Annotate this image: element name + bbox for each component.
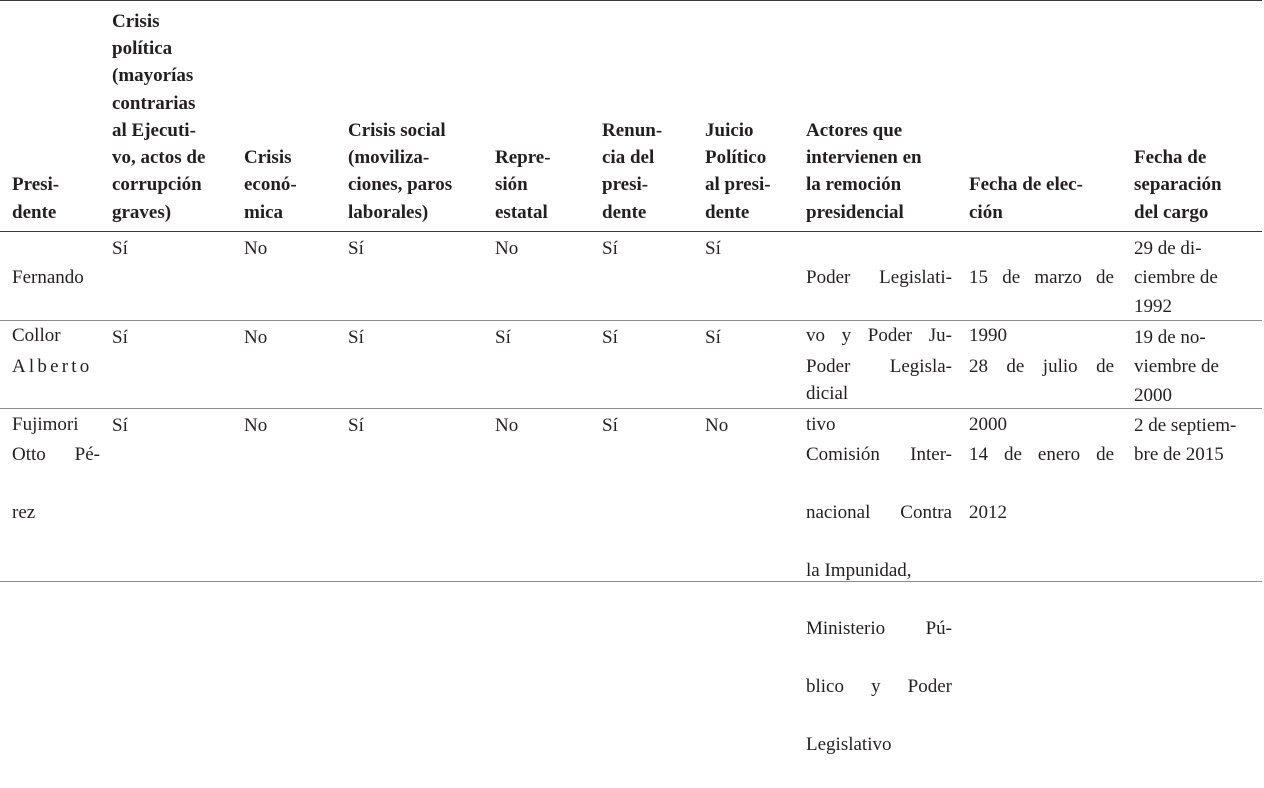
cell-renuncia: Sí [602,238,618,259]
cell-juicio: Sí [705,238,721,259]
fecha-eleccion-line: 2012 [969,502,1007,523]
actores-line: tivo [806,414,836,435]
fecha-eleccion-line: 14 de enero de [969,444,1114,465]
actores-line: blico y Poder [806,676,952,697]
header-crisis-economica: Crisis econó- mica [244,147,297,223]
cell-crisis-social: Sí [348,415,364,436]
cell-actores [806,411,952,788]
cell-fecha-separacion: 19 de no- viembre de 2000 [1134,327,1219,406]
actores-line: Comisión Inter- [806,444,952,465]
header-crisis-social: Crisis social (moviliza- ciones, paros laborales) [348,119,453,223]
cell-fecha-separacion: 29 de di- ciembre de 1992 [1134,238,1218,317]
cell-crisis-politica: Sí [112,238,128,259]
fecha-eleccion-line: 28 de julio de [969,356,1114,377]
cell-crisis-politica: Sí [112,327,128,348]
header-actores: Actores que intervienen en la remoción presidencial [806,119,922,223]
cell-crisis-social: Sí [348,327,364,348]
header-crisis-politica: Crisis política (mayorías contrarias al Ejecuti- vo, actos de corrupción graves) [112,10,206,223]
cell-crisis-economica: No [244,327,268,348]
fecha-eleccion-line: 15 de marzo de [969,267,1114,288]
cell-presidente [12,411,100,556]
header-represion-estatal: Repre- sión estatal [495,147,551,223]
actores-line: Poder Legisla- [806,356,952,377]
actores-line: la Impunidad, [806,560,912,581]
actores-line: dicial [806,383,849,404]
actores-line: Poder Legislati- [806,267,952,288]
actores-line: Legislativo [806,734,892,755]
cell-fecha-separacion: 2 de septiem- bre de 2015 [1134,415,1237,465]
cell-represion: No [495,415,519,436]
presidente-line: Otto Pé- [12,444,100,465]
fecha-eleccion-line: 2000 [969,414,1007,435]
cell-represion: No [495,238,519,259]
presidente-line: Collor [12,325,61,346]
fecha-eleccion-line: 1990 [969,325,1007,346]
cell-fecha-eleccion [969,411,1114,556]
table-row [0,321,1262,435]
header-fecha-eleccion: Fecha de elec- ción [969,174,1083,223]
actores-line: Ministerio Pú- [806,618,952,639]
header-juicio-politico: Juicio Político al presi- dente [705,119,771,223]
cell-crisis-economica: No [244,238,268,259]
table-row [0,409,1262,755]
actores-line: vo y Poder Ju- [806,325,952,346]
cell-represion: Sí [495,327,511,348]
cell-juicio: Sí [705,327,721,348]
cell-renuncia: Sí [602,415,618,436]
table-header-row [0,1,1262,232]
cell-crisis-politica: Sí [112,415,128,436]
presidente-line: Fujimori [12,414,79,435]
presidente-line: Fernando [12,267,84,288]
header-fecha-separacion: Fecha de separación del cargo [1134,147,1222,223]
header-renuncia: Renun- cia del presi- dente [602,119,663,223]
header-presidente: Presi- dente [12,174,60,223]
cell-crisis-economica: No [244,415,268,436]
cell-crisis-social: Sí [348,238,364,259]
cell-renuncia: Sí [602,327,618,348]
actores-line: nacional Contra [806,502,952,523]
cell-juicio: No [705,415,729,436]
presidente-line: rez [12,502,36,523]
presidente-line: Alberto [12,356,93,377]
